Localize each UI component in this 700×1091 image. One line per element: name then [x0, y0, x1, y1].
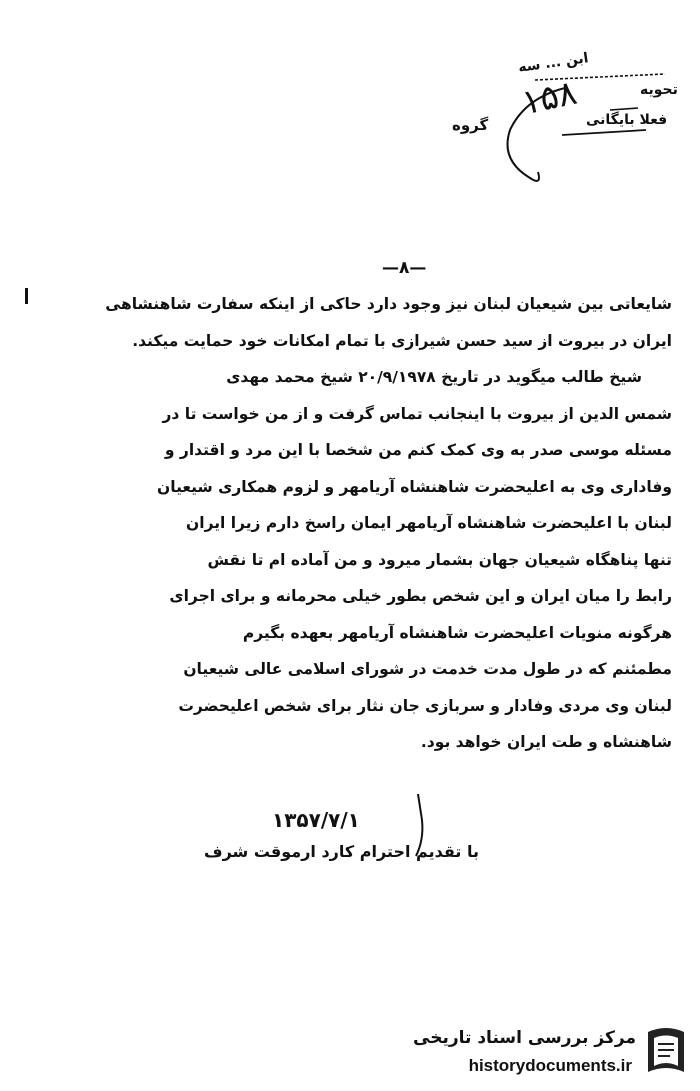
body-line: وفاداری وی به اعلیحضرت شاهنشاه آریامهر و لزوم همکاری شیعیان: [157, 477, 672, 496]
stamp-line-2-label: تحویه: [640, 82, 678, 98]
body-line: رابط را میان ایران و این شخص بطور خیلی محرمانه و برای اجرای: [169, 587, 672, 605]
stamp-line-3-label: فعلا بایگانی: [586, 112, 668, 128]
body-line: لبنان با اعلیحضرت شاهنشاه آریامهر ایمان راسخ دارم زیرا ایران: [186, 514, 672, 532]
body-line: هرگونه منویات اعلیحضرت شاهنشاه آریامهر بعهده بگیرم: [242, 623, 672, 642]
body-line: شمس الدین از بیروت با اینجانب تماس گرفت و از من خواست تا در: [162, 404, 672, 423]
body-line: لبنان وی مردی وفادار و سربازی جان نثار برای شخص اعلیحضرت: [178, 696, 672, 715]
watermark-title: مرکز بررسی اسناد تاریخی: [413, 1028, 636, 1048]
margin-mark: [25, 288, 28, 304]
body-line: شایعاتی بین شیعیان لبنان نیز وجود دارد حاکی از اینکه سفارت شاهنشاهی: [105, 295, 672, 313]
watermark: [412, 1022, 694, 1086]
stamp-group: گروه: [452, 116, 489, 134]
handwritten-scribble: [470, 60, 700, 190]
document-date: ۱۳۵۷/۷/۱: [272, 808, 360, 832]
page-number: —۸—: [382, 258, 427, 278]
signature-line: با تقدیم احترام کارد ارموقت شرف: [204, 842, 479, 861]
watermark-url: historydocuments.ir: [468, 1056, 632, 1075]
body-line: شاهنشاه و طت ایران خواهد بود.: [420, 733, 672, 751]
stamp-line-1: ابن ... سه: [517, 50, 590, 76]
body-line: ایران در بیروت از سید حسن شیرازی با تمام امکانات خود حمایت میکند.: [132, 331, 672, 350]
body-line: تنها پناهگاه شیعیان جهان بشمار میرود و من آماده ام تا نقش: [207, 550, 672, 569]
body-line: مسئله موسی صدر به وی کمک کنم من شخصا با این مرد و اقتدار و: [164, 441, 672, 459]
file-number: ۱۵۸: [518, 72, 581, 124]
body-line: شیخ طالب میگوید در تاریخ ۲۰/۹/۱۹۷۸ شیخ محمد مهدی: [226, 368, 642, 386]
body-line: مطمئنم که در طول مدت خدمت در شورای اسلامی عالی شیعیان: [183, 660, 672, 678]
archive-logo-icon: [638, 1022, 694, 1082]
document-body: [32, 286, 672, 761]
